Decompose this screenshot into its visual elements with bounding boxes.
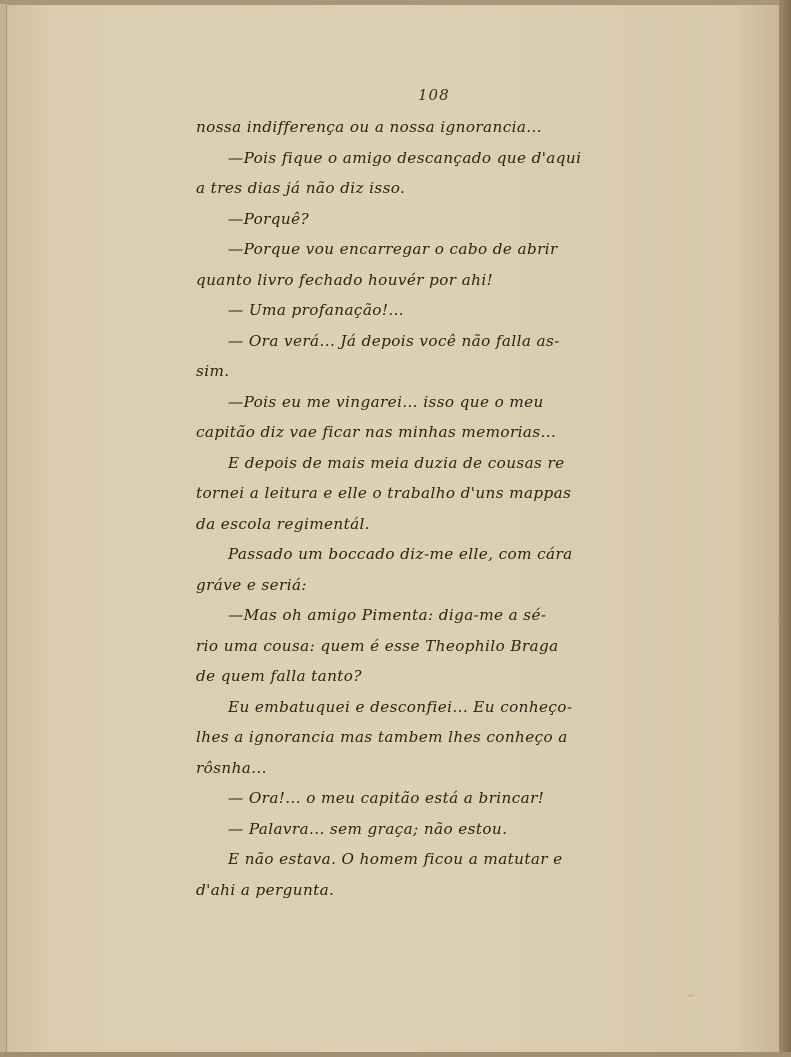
paper-stain bbox=[688, 994, 693, 997]
handwritten-text-block bbox=[196, 112, 676, 905]
page-number: 108 bbox=[418, 86, 450, 104]
manuscript-line: E depois de mais meia duzia de cousas re bbox=[228, 453, 565, 472]
manuscript-line: —Pois fique o amigo descançado que d'aqui bbox=[228, 148, 582, 167]
manuscript-line: Eu embatuquei e desconfiei... Eu conheço- bbox=[228, 697, 573, 716]
manuscript-line: capitão diz vae ficar nas minhas memorias... bbox=[196, 423, 557, 441]
manuscript-line: da escola regimentál. bbox=[196, 514, 371, 533]
manuscript-line: nossa indifferença ou a nossa ignorancia... bbox=[196, 118, 542, 136]
manuscript-line: Passado um boccado diz-me elle, com cára bbox=[228, 545, 573, 563]
manuscript-line: rio uma cousa: quem é esse Theophilo Braga bbox=[196, 636, 559, 655]
manuscript-line: quanto livro fechado houvér por ahi! bbox=[196, 270, 494, 289]
manuscript-line: sim. bbox=[196, 362, 230, 380]
manuscript-line: lhes a ignorancia mas tambem lhes conheço a bbox=[196, 728, 568, 746]
manuscript-line: E não estava. O homem ficou a matutar e bbox=[228, 850, 563, 868]
bottom-edge bbox=[0, 1052, 791, 1057]
manuscript-line: —Pois eu me vingarei... isso que o meu bbox=[228, 392, 544, 411]
manuscript-line: d'ahi a pergunta. bbox=[196, 880, 335, 899]
page-right-edge bbox=[779, 0, 791, 1057]
manuscript-line: — Ora!... o meu capitão está a brincar! bbox=[228, 789, 545, 807]
manuscript-line: tornei a leitura e elle o trabalho d'uns mappas bbox=[196, 484, 572, 502]
manuscript-line: —Porquê? bbox=[228, 209, 310, 228]
manuscript-line: a tres dias já não diz isso. bbox=[196, 179, 406, 197]
manuscript-line: —Mas oh amigo Pimenta: diga-me a sé- bbox=[228, 606, 547, 624]
manuscript-line: rôsnha... bbox=[196, 758, 267, 777]
manuscript-line: — Palavra... sem graça; não estou. bbox=[228, 819, 508, 838]
manuscript-line: — Uma profanação!... bbox=[228, 301, 405, 319]
manuscript-line: de quem falla tanto? bbox=[196, 667, 362, 685]
manuscript-line: —Porque vou encarregar o cabo de abrir bbox=[228, 240, 558, 258]
manuscript-line: — Ora verá... Já depois você não falla as- bbox=[228, 331, 560, 350]
manuscript-line: gráve e seriá: bbox=[196, 575, 307, 594]
